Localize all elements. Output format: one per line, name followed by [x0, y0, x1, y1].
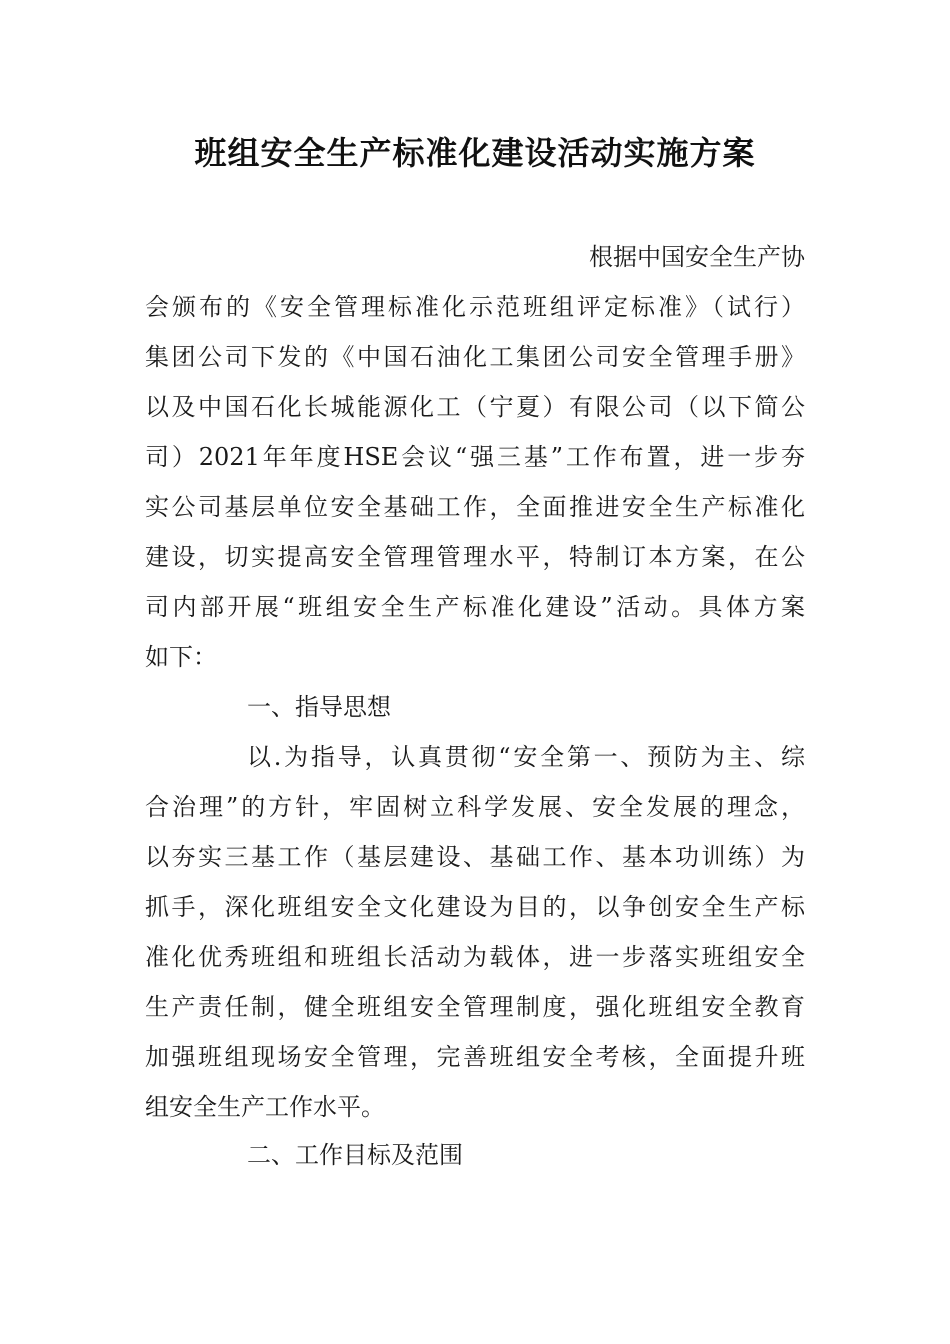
section1-line-4: 抓手，深化班组安全文化建设为目的，以争创安全生产标 — [145, 893, 805, 921]
intro-line-5: 司）2021年年度HSE会议“强三基”工作布置，进一步夯 — [145, 443, 805, 471]
section1-line-5: 准化优秀班组和班组长活动为载体，进一步落实班组安全 — [145, 943, 805, 971]
intro-line-1: 根据中国安全生产协 — [589, 243, 805, 271]
intro-line-6: 实公司基层单位安全基础工作，全面推进安全生产标准化 — [145, 493, 805, 521]
intro-line-3: 集团公司下发的《中国石油化工集团公司安全管理手册》 — [145, 343, 805, 371]
section1-line-3: 以夯实三基工作（基层建设、基础工作、基本功训练）为 — [145, 843, 805, 871]
intro-line-4: 以及中国石化长城能源化工（宁夏）有限公司（以下简公 — [145, 393, 805, 421]
section-heading-guiding-ideology: 一、指导思想 — [247, 693, 391, 721]
section-heading-goals-and-scope: 二、工作目标及范围 — [247, 1141, 463, 1169]
section1-line-1: 以.为指导，认真贯彻“安全第一、预防为主、综 — [247, 743, 805, 771]
section1-line-8: 组安全生产工作水平。 — [145, 1093, 385, 1121]
intro-line-7: 建设，切实提高安全管理管理水平，特制订本方案，在公 — [145, 543, 805, 571]
section1-line-6: 生产责任制，健全班组安全管理制度，强化班组安全教育 — [145, 993, 805, 1021]
intro-line-8: 司内部开展“班组安全生产标准化建设”活动。具体方案 — [145, 593, 805, 621]
document-title: 班组安全生产标准化建设活动实施方案 — [194, 134, 756, 172]
section1-line-7: 加强班组现场安全管理，完善班组安全考核，全面提升班 — [145, 1043, 805, 1071]
intro-line-2: 会颁布的《安全管理标准化示范班组评定标准》（试行） — [145, 293, 805, 321]
intro-line-9: 如下： — [145, 643, 217, 671]
section1-line-2: 合治理”的方针，牢固树立科学发展、安全发展的理念， — [145, 793, 805, 821]
